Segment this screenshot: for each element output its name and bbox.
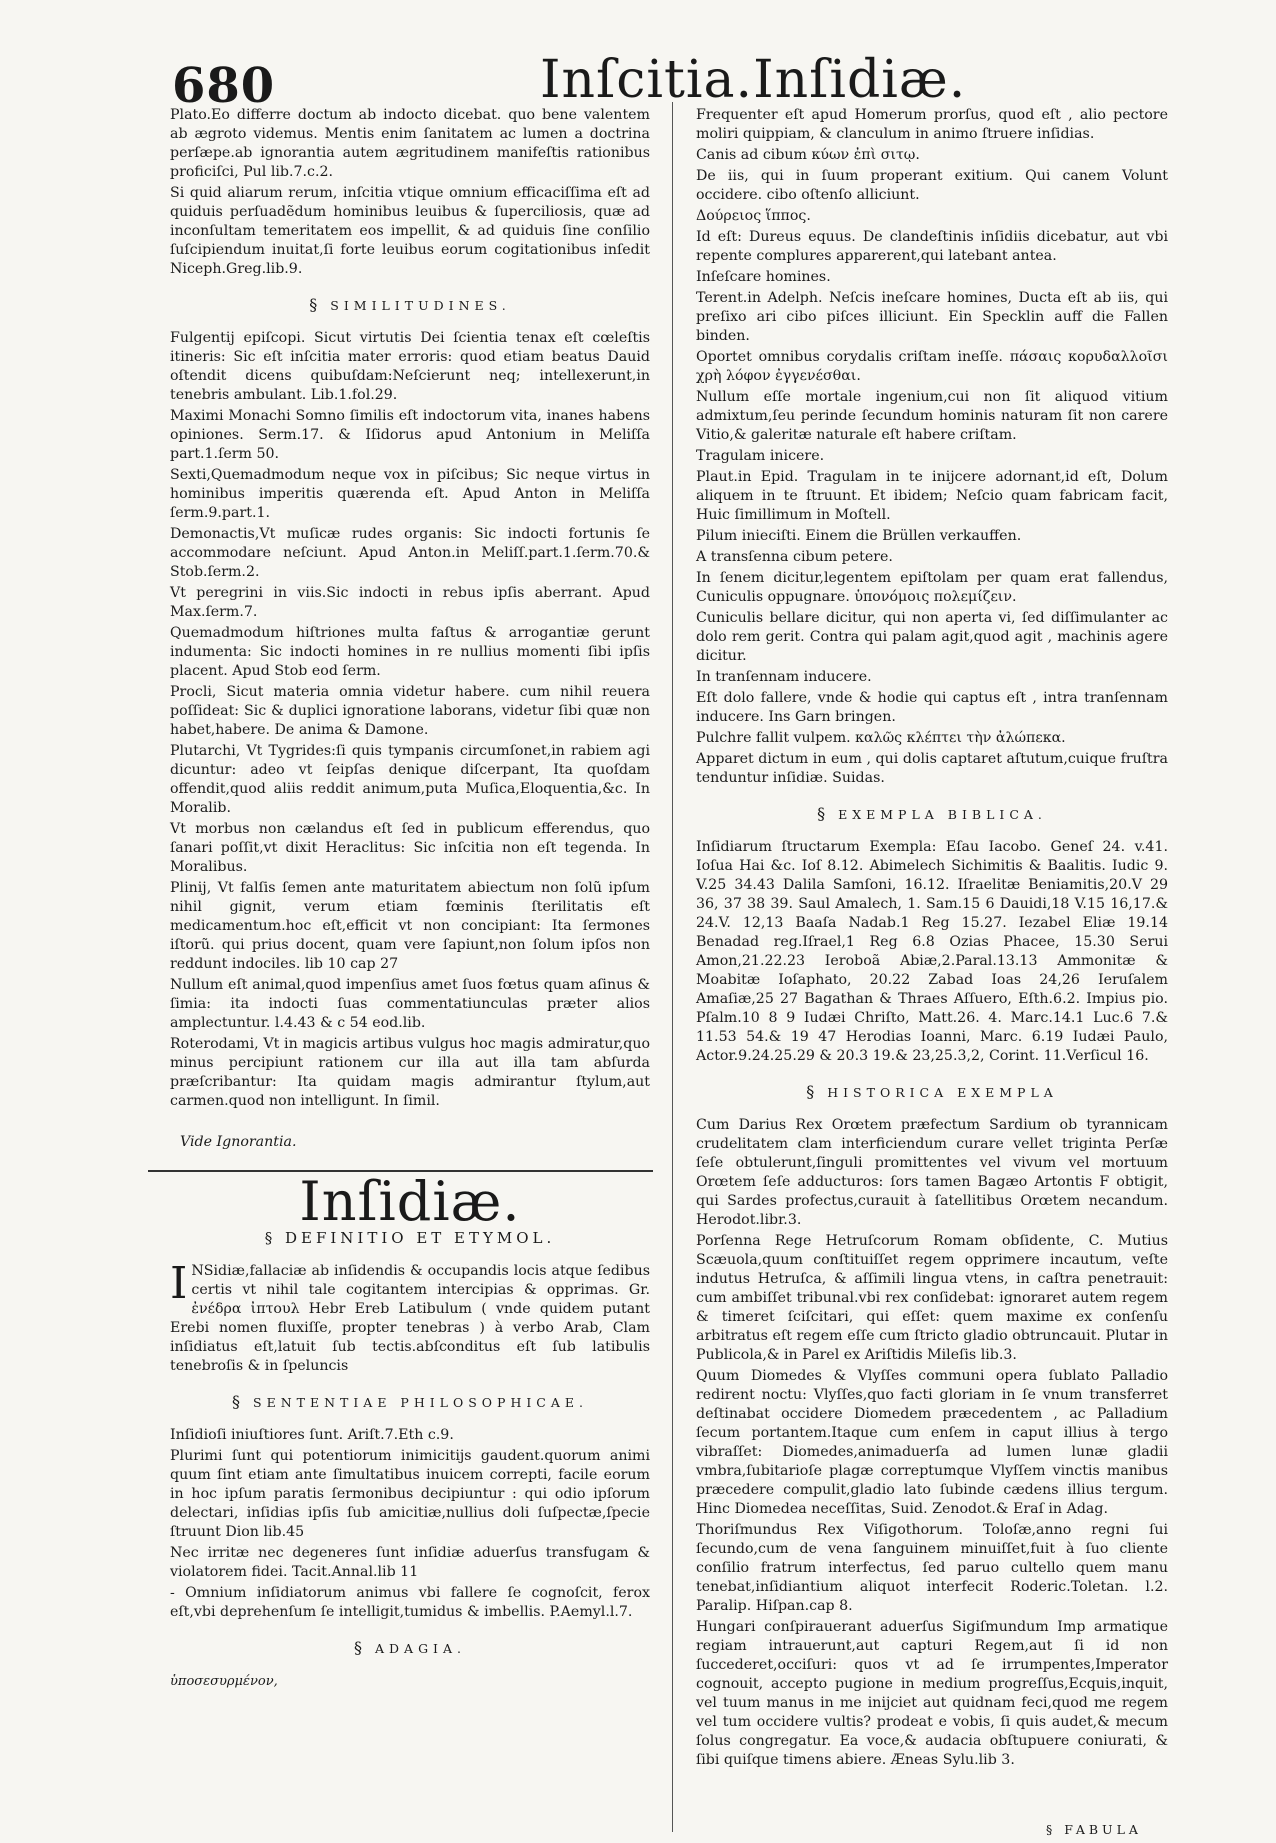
paragraph: Porſenna Rege Hetruſcorum Romam obſidente, C. Mutius Scæuola,quum conſtituiſſet regem opprimere incautum, veſte indutus Hetruſca, & aſſimili lingua vtens, in caſtra penetrauit: cum ambiſſet tribunal.vbi rex conſidebat: ignoraret autem regem & timeret ſciſcitari, qui eſſet: quem maxime ex conſenſu arbitratus eſt regem eſſe cum ſtricto gladio obtruncauit. Plutar in Publicola,& in Parel ex Ariſtidis Mileſis lib.3. — [696, 1233, 1168, 1363]
paragraph: Cum Darius Rex Orœtem præfectum Sardium ob tyrannicam crudelitatem clam interficiendum curare vellet triginta Perſæ ſeſe obtulerunt,ſinguli promittentes vel vivum vel mortuum Orœtem ſeſe adducturos: ſors tamen Bagæo Artontis F obtigit, qui Sardes profectus,curauit à ſatellitibus Orœtem necandum. Herodot.libr.3. — [696, 1117, 1168, 1228]
paragraph: Sexti,Quemadmodum neque vox in piſcibus; Sic neque virtus in hominibus imperitis quærenda eſt. Apud Anton in Meliſſa ſerm.9.part.1. — [170, 467, 650, 521]
section-heading-adagia: § ADAGIA. — [354, 1638, 466, 1657]
paragraph: Apparet dictum in eum , qui dolis captaret aſtutum,cuique fruſtra tenduntur inſidiæ. Suidas. — [696, 751, 1168, 786]
column-divider — [672, 102, 673, 1832]
paragraph: Terent.in Adelph. Neſcis ineſcare homines, Ducta eſt ab iis, qui preſixo ari cibo piſces illiciunt. Ein Specklin auff die Fallen binden. — [696, 290, 1168, 344]
paragraph: Cuniculis bellare dicitur, qui non aperta vi, ſed diſſimulanter ac dolo rem gerit. Contra qui palam agit,quod agit , machinis agere dicitur. — [696, 610, 1168, 664]
paragraph: Nullum eſſe mortale ingenium,cui non ſit aliquod vitium admixtum,ſeu perinde ſecundum hominis naturam ſit non carere Vitio,& galeritæ naturale eſt habere criſtam. — [696, 389, 1168, 443]
drop-cap: I — [170, 1258, 188, 1309]
paragraph: Thoriſmundus Rex Viſigothorum. Toloſæ,anno regni ſui ſecundo,cum de vena ſanguinem minuiſſet,fuit à ſuo cliente conſilio fratrum interfectus, ſed paruo cultello quem manu tenebat,inſidiantium aliquot interfecit Roderic.Toletan. l.2. Paralip. Hiſpan.cap 8. — [696, 1522, 1168, 1614]
paragraph: I NSidiæ,fallaciæ ab inſidendis & occupandis locis atque ſedibus certis vt nihil tale cogitantem intercipias & opprimas. Gr. ἐνέδρα ἰπτουλ Hebr Ereb Latibulum ( vnde quidem putant Erebi nomen fluxiſſe, propter tenebras ) à verbo Arab, Clam inſidiatus eſt,latuit ſub tectis.abſconditus eſt ſub latibulis tenebroſis & in ſpeluncis — [170, 1258, 650, 1374]
paragraph: In tranſennam inducere. — [696, 669, 872, 685]
section-heading-fabula: § FABULA — [1046, 1822, 1142, 1837]
section-heading-historica-exempla: § HISTORICA EXEMPLA — [806, 1082, 1058, 1101]
paragraph: Plinij, Vt falſis ſemen ante maturitatem abiectum non ſolũ ipſum nihil gignit, verum etiam fœminis ſterilitatis eſt medicamentum.hoc eſt,efficit vt non concipiant: Ita ſermones iſtorũ. qui prius docent, quam vere ſapiunt,non ſolum ipſos non reddunt indociles. lib 10 cap 27 — [170, 880, 650, 972]
paragraph: Pulchre fallit vulpem. καλῶς κλέπτει τὴν ἀλώπεκα. — [696, 730, 1066, 746]
paragraph: Demonactis,Vt muſicæ rudes organis: Sic indocti fortunis ſe accommodare neſciunt. Apud Anton.in Meliſſ.part.1.ſerm.70.& Stob.ſerm.2. — [170, 526, 650, 580]
paragraph: Vt peregrini in viis.Sic indocti in rebus ipſis aberrant. Apud Max.ſerm.7. — [170, 585, 650, 620]
paragraph: Nec irritæ nec degeneres ſunt inſidiæ aduerſus transfugam & violatorem fidei. Tacit.Annal.lib 11 — [170, 1545, 650, 1580]
paragraph: Plutarchi, Vt Tygrides:ſi quis tympanis circumſonet,in rabiem agi dicuntur: adeo vt ſeipſas denique diſcerpant, Ita quoſdam offendit,quod aliis reddit animum,puta Muſica,Eloquentia,&c. In Moralib. — [170, 743, 650, 816]
running-title: Inſcitia.Inſidiæ. — [540, 50, 967, 110]
paragraph: Id eſt: Dureus equus. De clandeſtinis inſidiis dicebatur, aut vbi repente complures apparerent,qui latebant antea. — [696, 229, 1168, 264]
paragraph: Δούρειος ἵππος. — [696, 208, 811, 224]
paragraph: Plaut.in Epid. Tragulam in te inijcere adornant,id eſt, Dolum aliquem in te ſtruunt. Et ibidem; Neſcio quam fabricam facit, Huic ſimillimum in Moſtell. — [696, 469, 1168, 523]
paragraph: Hungari conſpirauerant aduerſus Sigiſmundum Imp armatique regiam intrauerunt,aut capturi Regem,aut ſi id non ſuccederet,occiſuri: quos vt ad ſe irrumpentes,Imperator cognouit, accepto pugione in medium progreſſus,Ecquis,inquit, vel tuum manus in me inijciet aut quidnam feci,quod me regem vel tum occidere vultis? prodeat e vobis, ſi quis audet,& mecum ſolus congregatur. Ea voce,& audacia obſtupuere coniurati, & ſibi quiſque timens abiere. Æneas Sylu.lib 3. — [696, 1619, 1168, 1768]
cross-reference: Vide Ignorantia. — [180, 1134, 297, 1150]
paragraph: Inſidiarum ſtructarum Exempla: Eſau Iacobo. Geneſ 24. v.41. Ioſua Hai &c. Ioſ 8.12. Abimelech Sichimitis & Baalitis. Iudic 9. V.25 34.43 Dalila Samſoni, 16.12. Iſraelitæ Beniamitis,20.V 29 36, 37 38 39. Saul Amalech, 1. Sam.15 6 Dauidi,18 V.15 16,17.& 24.V. 12,13 Baaſa Nadab.1 Reg 15.27. Iezabel Eliæ 19.14 Benadad reg.Iſrael,1 Reg 6.8 Ozias Phacee, 15.30 Serui Amon,21.22.23 Ieroboã Abiæ,2.Paral.13.13 Ammonitæ & Moabitæ Ioſaphato, 20.22 Zabad Ioas 24,26 Ieruſalem Amaſiæ,25 27 Bagathan & Thraes Aſſuero, Eſth.6.2. Impius pio. Pſalm.10 8 9 Iudæi Chriſto, Matt.26. 4. Marc.14.1 Luc.6 7.& 11.53 54.& 19 47 Herodias Ioanni, Marc. 6.19 Iudæi Paulo, Actor.9.24.25.29 & 20.3 19.& 23,25.3,2, Corint. 11.Verſicul 16. — [696, 839, 1168, 1064]
paragraph: Nullum eſt animal,quod impenſius amet ſuos fœtus quam aſinus & ſimia: ita indocti ſuas commentatiunculas præter alios amplectuntur. l.4.43 & c 54 eod.lib. — [170, 977, 650, 1031]
paragraph: Maximi Monachi Somno ſimilis eſt indoctorum vita, inanes habens opiniones. Serm.17. & Iſidorus apud Antonium in Meliſſa part.1.ſerm 50. — [170, 408, 650, 462]
paragraph: In ſenem dicitur,legentem epiſtolam per quam erat fallendus, Cuniculis oppugnare. ὑπονόμοις πολεμίζειν. — [696, 570, 1168, 605]
paragraph: Si quid aliarum rerum, inſcitia vtique omnium efficaciſſima eſt ad quiduis perſuadẽdum hominibus leuibus & ſuperciliosis, quæ ad inconſultam temeritatem eos impellit, & ad quiduis ſine conſilio ſuſcipiendum inuitat,ſi forte leuibus eorum cogitationibus inſedit Niceph.Greg.lib.9. — [170, 185, 650, 277]
paragraph: Procli, Sicut materia omnia videtur habere. cum nihil reuera poſſideat: Sic & duplici ignoratione laborans, videtur ſibi quæ non habet,habere. De anima & Damone. — [170, 684, 650, 738]
paragraph: A transſenna cibum petere. — [696, 549, 893, 565]
paragraph: De iis, qui in ſuum properant exitium. Qui canem Volunt occidere. cibo oſtenſo alliciunt. — [696, 168, 1168, 203]
entry-title: Inſidiæ. — [299, 1170, 521, 1233]
paragraph: Vt morbus non cælandus eſt ſed in publicum efferendus, quo ſanari poſſit,vt dixit Heraclitus: Sic inſcitia non eſt tegenda. In Moralibus. — [170, 821, 650, 875]
paragraph: Tragulam inicere. — [696, 448, 825, 464]
paragraph: Eſt dolo fallere, vnde & hodie qui captus eſt , intra tranſennam inducere. Ins Garn bringen. — [696, 690, 1168, 725]
paragraph: Fulgentij epiſcopi. Sicut virtutis Dei ſcientia tenax eſt cœleſtis itineris: Sic eſt inſcitia mater erroris: quod etiam beatus Dauid oſtendit dicens quibuſdam:Neſcierunt neq; intellexerunt,in tenebris ambulant. Lib.1.fol.29. — [170, 330, 650, 403]
paragraph: Inſidioſi iniuſtiores ſunt. Ariſt.7.Eth c.9. — [170, 1427, 454, 1443]
paragraph: Roterodami, Vt in magicis artibus vulgus hoc magis admiratur,quo minus percipiunt rationem cur illa aut illa tam abſurda præſcribantur: Ita quidam magis admirantur ſtylum,aut carmen.quod non intelligunt. In ſimil. — [170, 1036, 650, 1109]
paragraph: Inſeſcare homines. — [696, 269, 831, 285]
left-column — [170, 106, 650, 1691]
paragraph: Plurimi ſunt qui potentiorum inimicitijs gaudent.quorum animi quum ſint etiam ante ſimultatibus inuicem correpti, facile eorum in hoc ipſum paratis ſermonibus decipiuntur : qui odio ipſorum delectari, inſidias ipſis ſub amicitiæ,nullius doli ſuſpectæ,ſpecie ſtruunt Dion lib.45 — [170, 1448, 650, 1540]
section-heading-sententiae: § SENTENTIAE PHILOSOPHICAE. — [232, 1392, 588, 1411]
paragraph: - Omnium inſidiatorum animus vbi fallere ſe cognoſcit, ferox eſt,vbi deprehenſum ſe intelligit,tumidus & imbellis. P.Aemyl.l.7. — [170, 1585, 650, 1620]
paragraph: Plato.Eo differre doctum ab indocto dicebat. quo bene valentem ab ægroto videmus. Mentis enim ſanitatem ac lumen a doctrina perſæpe.ab ignorantia autem ægritudinem manifeſtis rationibus proficiſci, Pul lib.7.c.2. — [170, 107, 650, 180]
section-heading-similitudines: § SIMILITUDINES. — [309, 295, 511, 314]
paragraph: Canis ad cibum κύων ἐπὶ σιτῳ. — [696, 147, 920, 163]
section-heading-exempla-biblica: § EXEMPLA BIBLICA. — [817, 804, 1047, 823]
section-heading-definitio: § DEFINITIO ET ETYMOL. — [264, 1229, 556, 1247]
right-column — [696, 106, 1168, 1772]
paragraph: Oportet omnibus corydalis criſtam ineſſe. πάσαις κορυδαλλοῖσι χρὴ λόφον ἐγγενέσθαι. — [696, 349, 1168, 384]
page-number: 680 — [172, 58, 276, 114]
paragraph: Frequenter eſt apud Homerum prorſus, quod eſt , alio pectore moliri quippiam, & clanculum in animo ſtruere inſidias. — [696, 107, 1168, 142]
paragraph: Pilum inieciſti. Einem die Brüllen verkauffen. — [696, 528, 1022, 544]
paragraph: Quemadmodum hiſtriones multa faſtus & arrogantiæ gerunt indumenta: Sic indocti homines in re nullius momenti ſibi ipſis placent. Apud Stob eod ſerm. — [170, 625, 650, 679]
greek-line: ὑποσεσυρμένον, — [170, 1674, 278, 1689]
paragraph: Quum Diomedes & Vlyſſes communi opera ſublato Palladio redirent noctu: Vlyſſes,quo facti gloriam in ſe vnum transferret deſtinabat occidere Diomedem præcedentem , ac Palladium ſecum portantem.Itaque cum enſem in caput illius à tergo vibraſſet: Diomedes,animaduerſa ad lumen lunæ gladii vmbra,ſubitarioſe plagæ correptumque Vlyſſem vinctis manibus præcedere compulit,gladio lato ſubinde cædens illius tergum. Hinc Diomedea neceſſitas, Suid. Zenodot.& Eraſ in Adag. — [696, 1368, 1168, 1517]
